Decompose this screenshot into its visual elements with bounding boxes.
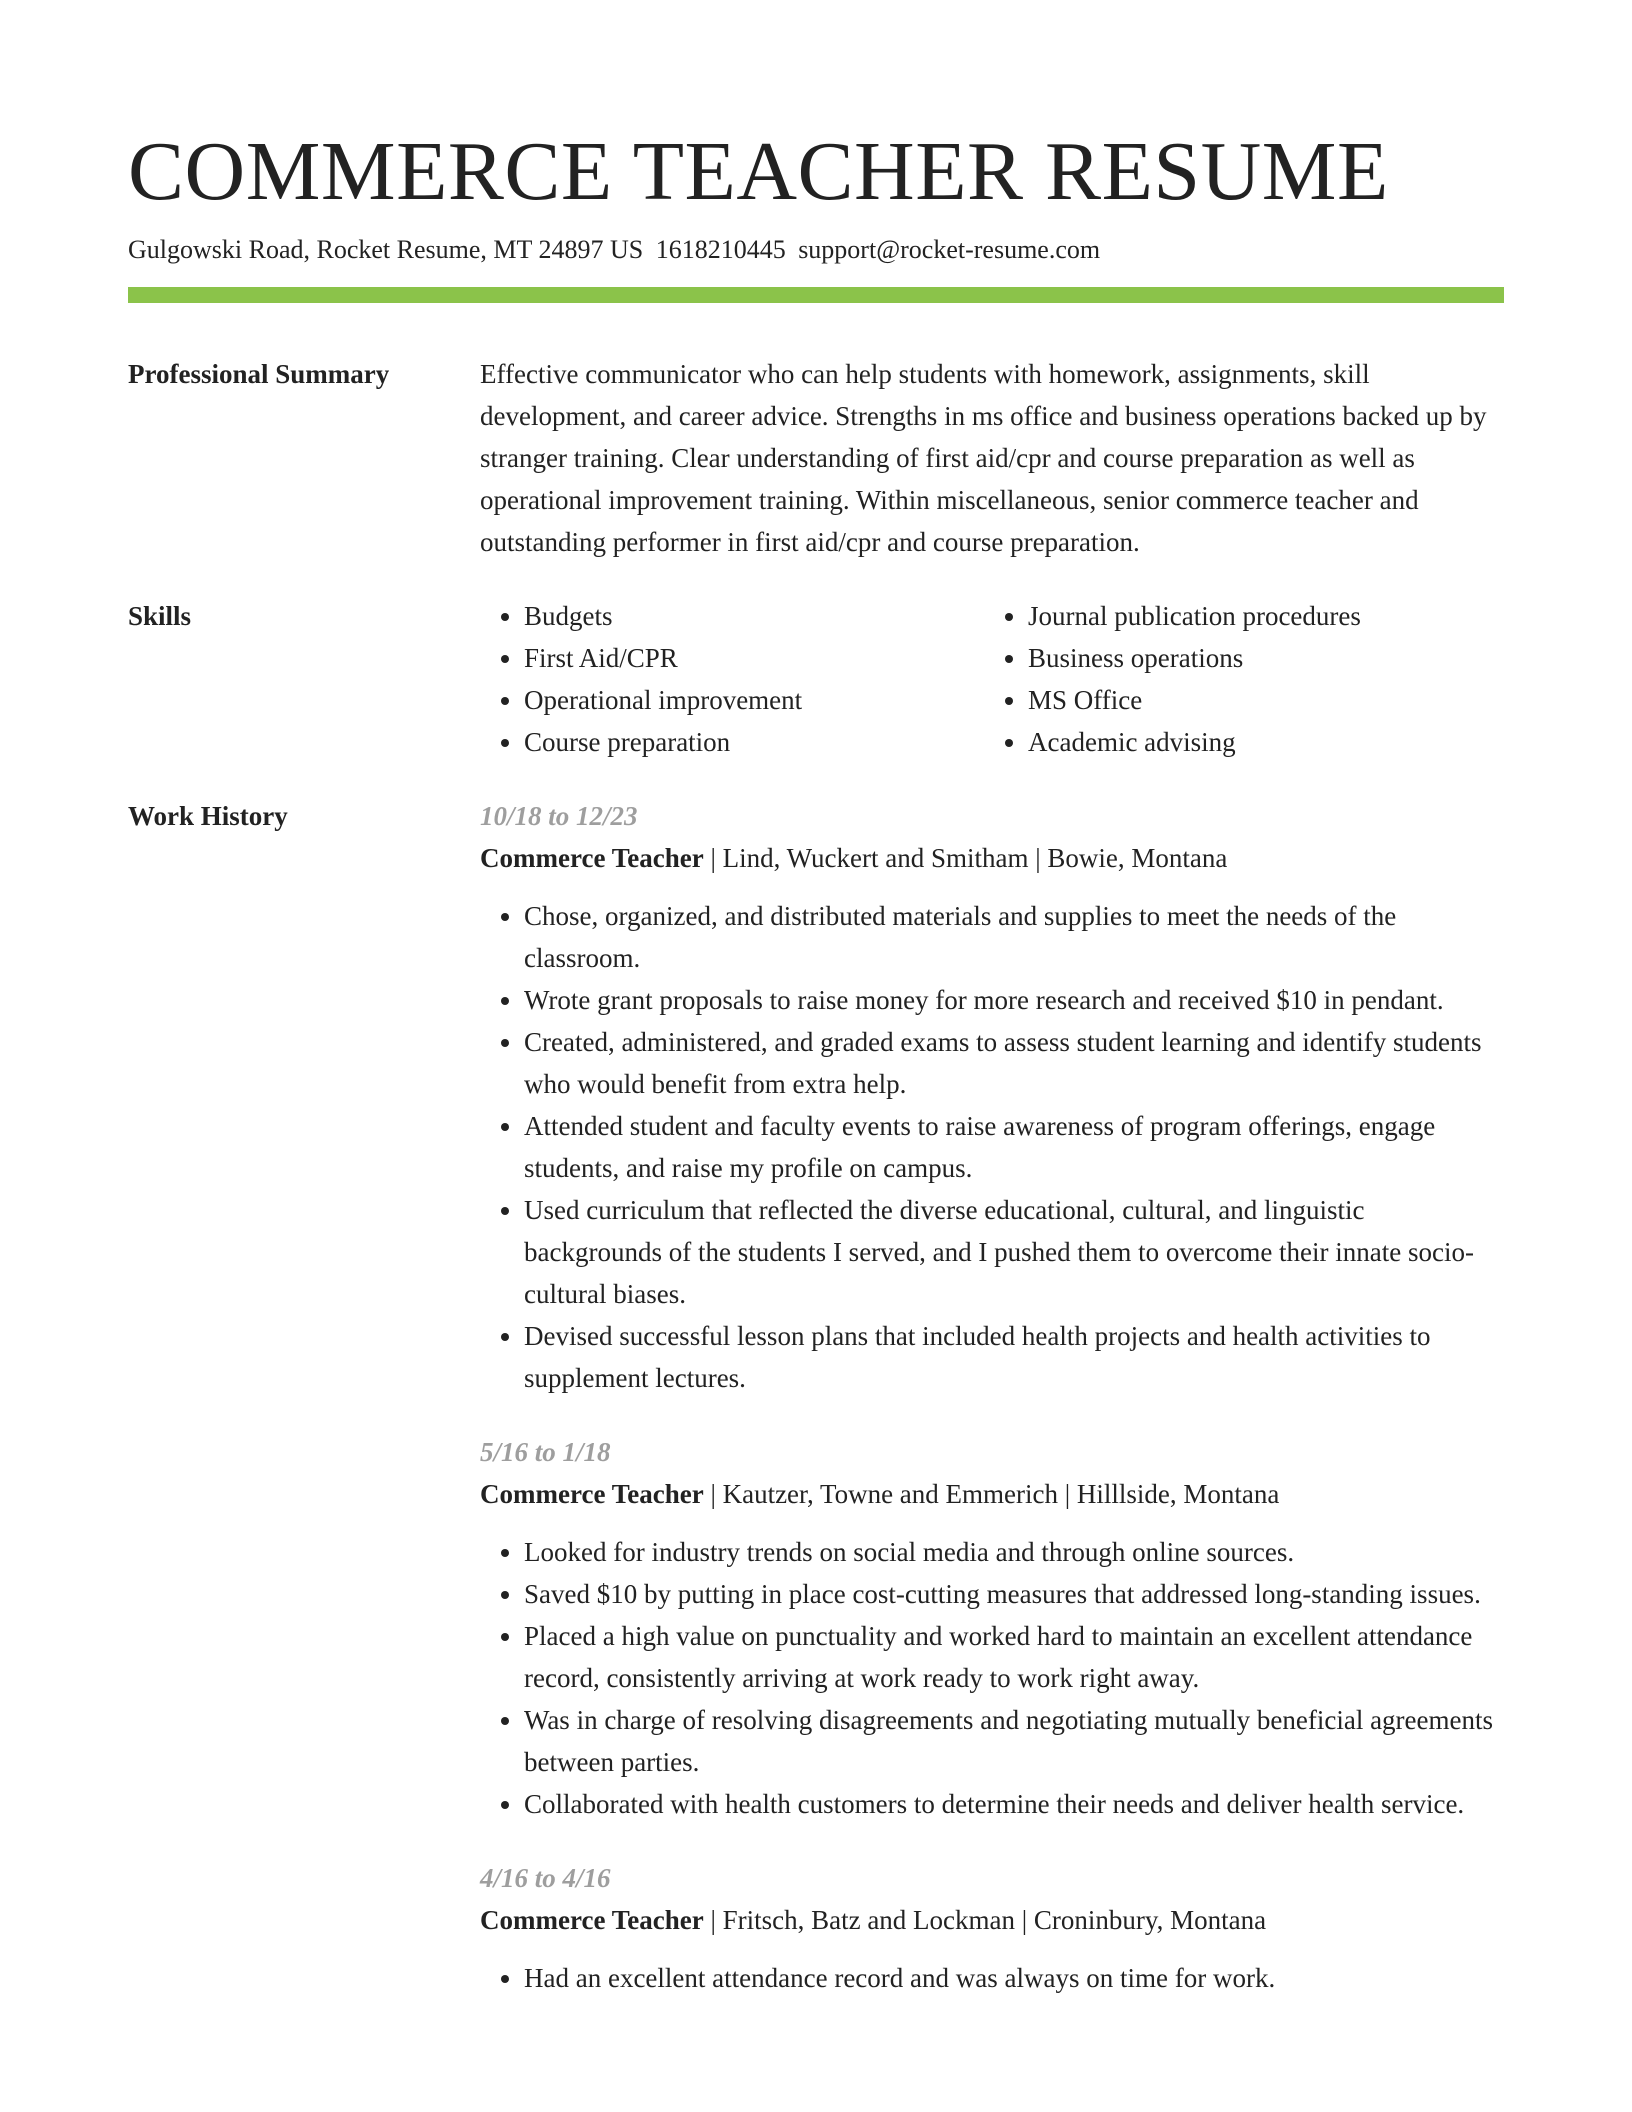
- job-bullet-list: [480, 1531, 1504, 1825]
- job-bullet: • Used curriculum that reflected the diverse educational, cultural, and linguistic backgrounds of the students I served, and I pushed them to overcome their innate socio-cultural biases.: [524, 1189, 1504, 1315]
- skill-item: • Academic advising: [1028, 721, 1488, 763]
- job-bullet: • Looked for industry trends on social media and through online sources.: [524, 1531, 1504, 1573]
- skill-item: • Course preparation: [524, 721, 984, 763]
- job-bullet-list: [480, 1957, 1504, 1999]
- job-entry: [480, 1431, 1504, 1825]
- job-bullet: • Placed a high value on punctuality and worked hard to maintain an excellent attendance record, consistently arriving at work ready to work right away.: [524, 1615, 1504, 1699]
- contact-line: [128, 234, 1504, 266]
- job-dates: 10/18 to 12/23: [480, 801, 638, 831]
- job-entry: [480, 1857, 1504, 1999]
- job-employer: | Kautzer, Towne and Emmerich | Hilllside, Montana: [703, 1479, 1280, 1509]
- job-entry: [480, 795, 1504, 1399]
- job-bullet: • Was in charge of resolving disagreements and negotiating mutually beneficial agreements between parties.: [524, 1699, 1504, 1783]
- job-heading: [480, 1899, 1504, 1941]
- resume-title: COMMERCE TEACHER RESUME: [128, 125, 1389, 218]
- resume-page: [128, 0, 1504, 1999]
- skills-heading: Skills: [128, 601, 192, 631]
- skill-item: • MS Office: [1028, 679, 1488, 721]
- skill-item: • Business operations: [1028, 637, 1488, 679]
- skill-item: • First Aid/CPR: [524, 637, 984, 679]
- job-title: Commerce Teacher: [480, 1479, 704, 1509]
- summary-text: Effective communicator who can help students with homework, assignments, skill development, and career advice. Strengths in ms office and business operations backed up by stranger training. Clear understanding of first aid/cpr and course preparation as well as operational improvement training. Within miscellaneous, senior commerce teacher and outstanding performer in first aid/cpr and course preparation.: [480, 359, 1487, 557]
- skill-item: • Operational improvement: [524, 679, 984, 721]
- job-bullet: • Had an excellent attendance record and was always on time for work.: [524, 1957, 1504, 1999]
- contact-phone: 1618210445: [655, 235, 786, 264]
- contact-address: Gulgowski Road, Rocket Resume, MT 24897 US: [128, 235, 644, 264]
- job-employer: | Fritsch, Batz and Lockman | Croninbury, Montana: [703, 1905, 1267, 1935]
- job-dates: 4/16 to 4/16: [480, 1863, 611, 1893]
- skills-list-left: [480, 595, 984, 763]
- work-history-heading: Work History: [128, 801, 288, 831]
- skills-list-right: [984, 595, 1488, 763]
- job-title: Commerce Teacher: [480, 843, 704, 873]
- job-bullet: • Chose, organized, and distributed materials and supplies to meet the needs of the classroom.: [524, 895, 1504, 979]
- job-bullet-list: [480, 895, 1504, 1399]
- job-employer: | Lind, Wuckert and Smitham | Bowie, Montana: [703, 843, 1228, 873]
- job-bullet: • Wrote grant proposals to raise money for more research and received $10 in pendant.: [524, 979, 1504, 1021]
- job-title: Commerce Teacher: [480, 1905, 704, 1935]
- job-heading: [480, 837, 1504, 879]
- summary-section: [128, 353, 1504, 563]
- job-bullet: • Attended student and faculty events to raise awareness of program offerings, engage students, and raise my profile on campus.: [524, 1105, 1504, 1189]
- job-heading: [480, 1473, 1504, 1515]
- contact-email: support@rocket-resume.com: [798, 235, 1101, 264]
- job-bullet: • Devised successful lesson plans that included health projects and health activities to supplement lectures.: [524, 1315, 1504, 1399]
- job-dates: 5/16 to 1/18: [480, 1437, 611, 1467]
- header-divider: [128, 287, 1504, 303]
- skill-item: • Budgets: [524, 595, 984, 637]
- job-bullet: • Created, administered, and graded exams to assess student learning and identify students who would benefit from extra help.: [524, 1021, 1504, 1105]
- job-bullet: • Saved $10 by putting in place cost-cutting measures that addressed long-standing issues.: [524, 1573, 1504, 1615]
- job-bullet: • Collaborated with health customers to determine their needs and deliver health service.: [524, 1783, 1504, 1825]
- skill-item: • Journal publication procedures: [1028, 595, 1488, 637]
- work-history-section: [128, 795, 1504, 1999]
- skills-section: [128, 595, 1504, 763]
- summary-heading: Professional Summary: [128, 359, 390, 389]
